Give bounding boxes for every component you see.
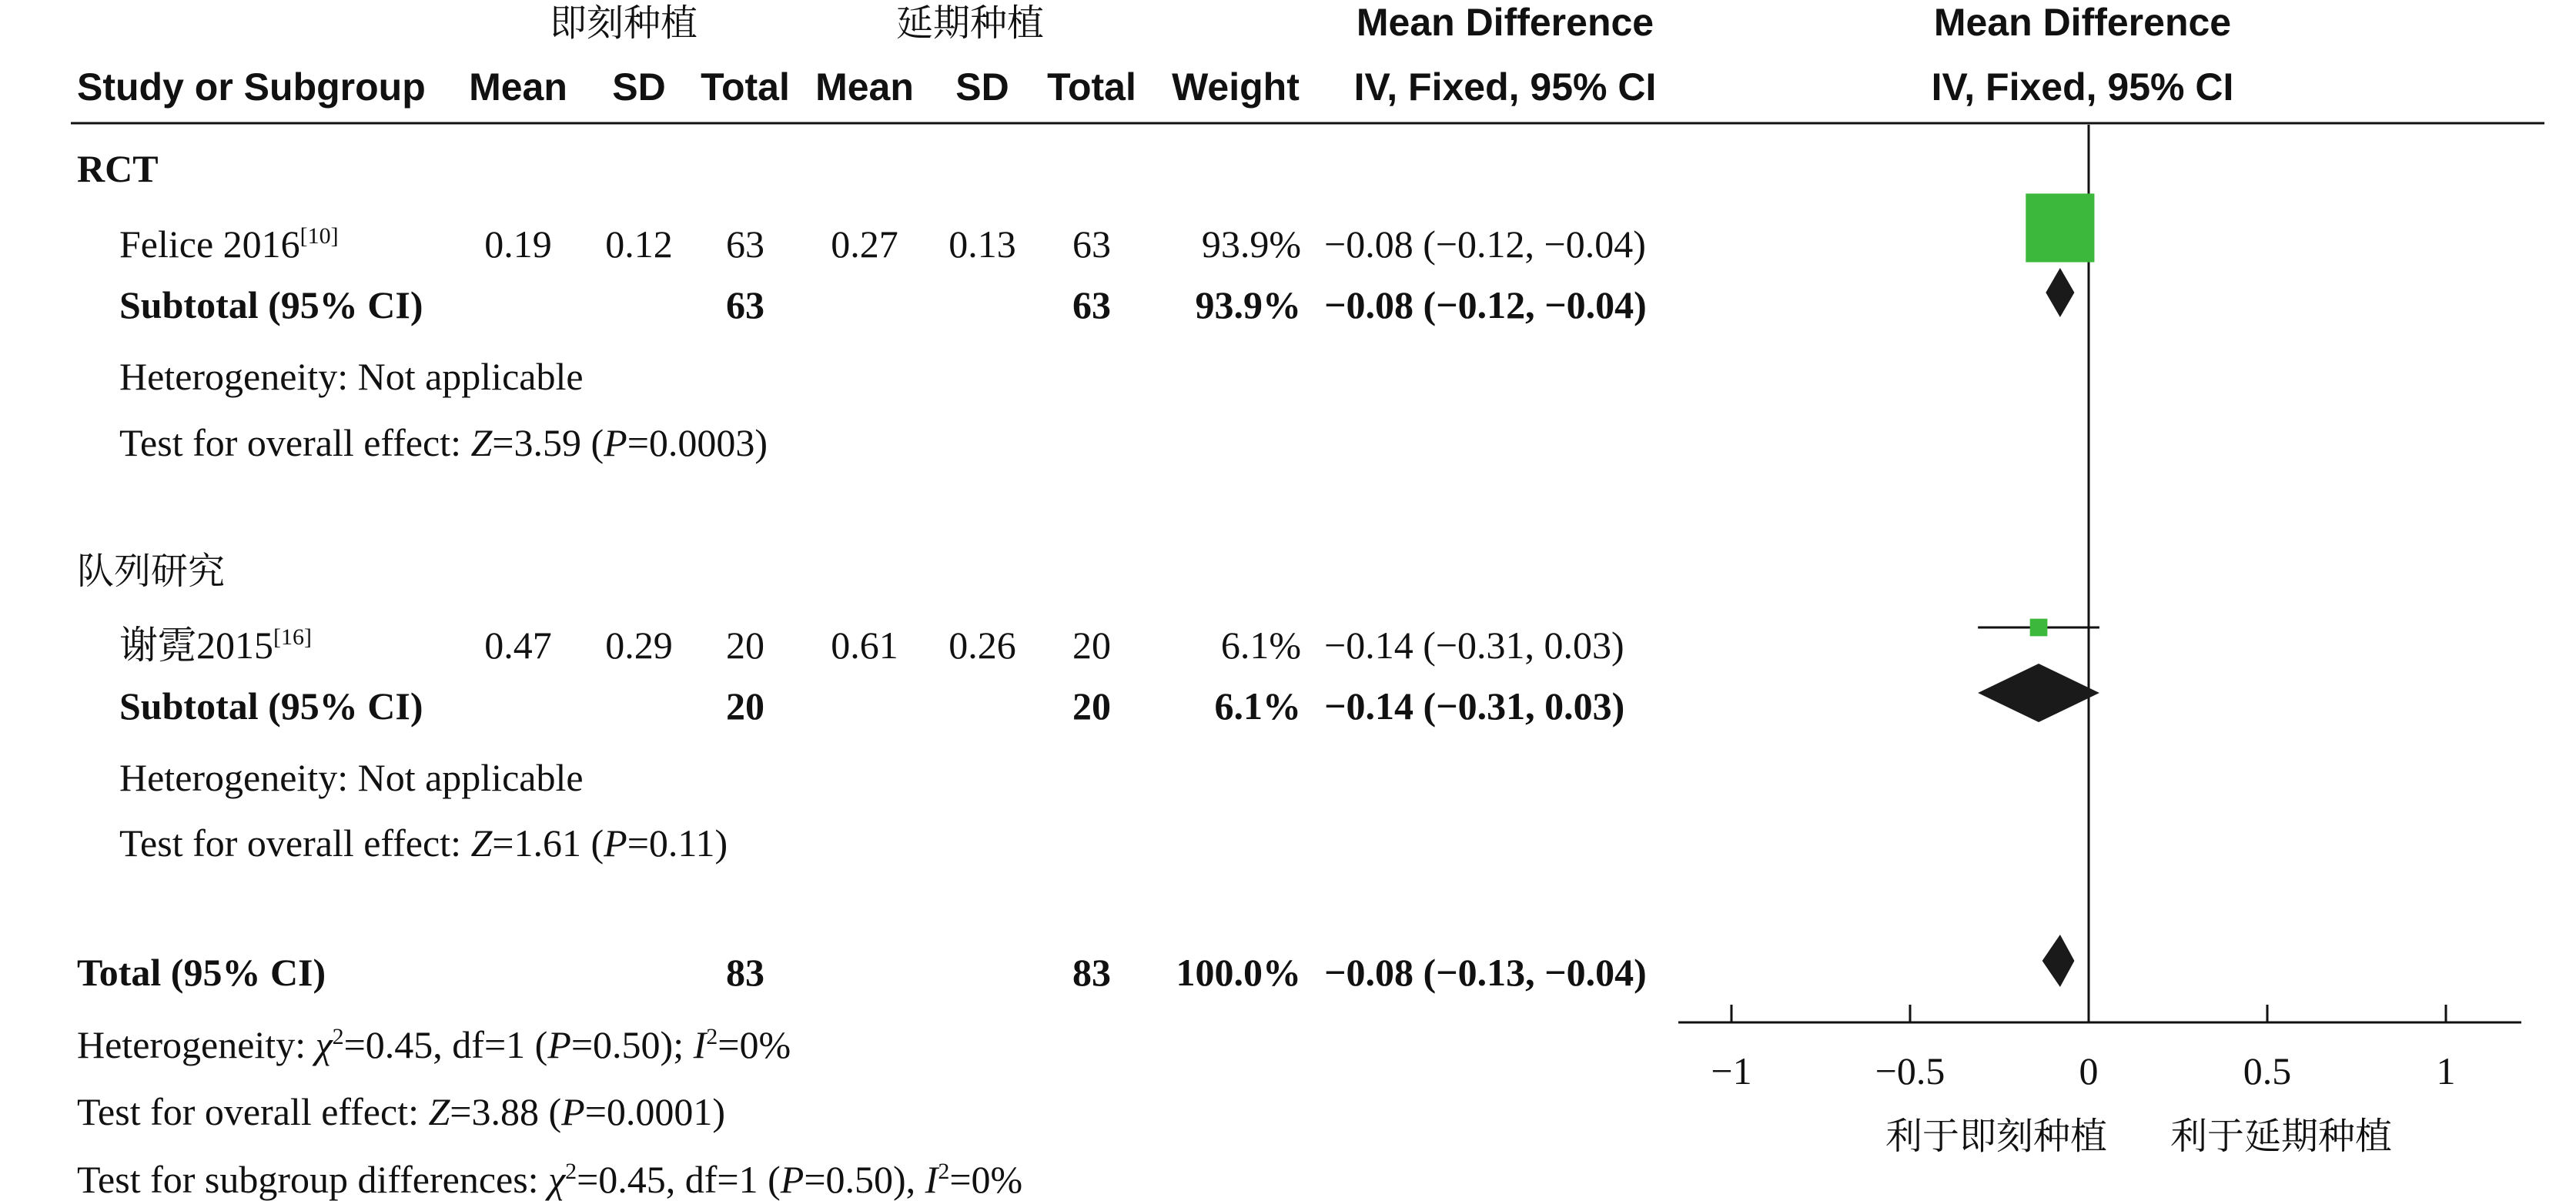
study-total1: 63	[726, 222, 764, 266]
overall-effect-text: Test for overall effect: Z=3.59 (P=0.0003)	[119, 421, 768, 464]
forest-plot-area	[1678, 125, 2521, 1092]
col-weight: Weight	[1172, 65, 1300, 109]
group2-header: 延期种植	[895, 2, 1045, 45]
footer-overall-effect: Test for overall effect: Z=3.88 (P=0.0001)	[77, 1090, 726, 1133]
study-mean2: 0.61	[831, 624, 898, 667]
col-plot-ci: IV, Fixed, 95% CI	[1931, 65, 2234, 109]
study-sd1: 0.29	[605, 624, 673, 667]
study-sd2: 0.13	[948, 222, 1016, 266]
favours-left-label: 利于即刻种植	[1885, 1115, 2108, 1158]
total-ci: −0.08 (−0.13, −0.04)	[1324, 951, 1647, 994]
section-title-rct: RCT	[77, 147, 159, 190]
study-total2: 20	[1072, 624, 1111, 667]
study-total2: 63	[1072, 222, 1111, 266]
study-name	[119, 222, 339, 266]
section-title-cohort: 队列研究	[77, 550, 226, 593]
x-tick-label: 0	[2079, 1049, 2099, 1092]
subtotal-total2: 63	[1072, 283, 1111, 326]
study-ci: −0.08 (−0.12, −0.04)	[1324, 222, 1646, 266]
study-label: Felice 2016	[119, 222, 300, 266]
subtotal-ci: −0.08 (−0.12, −0.04)	[1324, 283, 1647, 326]
study-mean1: 0.47	[484, 624, 552, 667]
footer-heterogeneity: Heterogeneity: $\chi^2=0.45$, df=1 (P=0.50); $I^2=0\%$	[77, 1023, 791, 1066]
group1-header: 即刻种植	[549, 2, 698, 45]
x-tick-label: 0.5	[2243, 1049, 2292, 1092]
x-tick-label: 1	[2436, 1049, 2456, 1092]
subtotal-total1: 63	[726, 283, 764, 326]
x-tick-label: −0.5	[1875, 1049, 1945, 1092]
pooled-diamond	[1978, 664, 2099, 722]
study-sd1: 0.12	[605, 222, 673, 266]
footer-subgroup-differences: Test for subgroup differences: $\chi^2=0.45$, df=1 (P=0.50), $I^2=0\%$	[77, 1158, 1023, 1201]
md-header-2: Mean Difference	[1933, 1, 2232, 44]
study-mean1: 0.19	[484, 222, 552, 266]
total-label: Total (95% CI)	[77, 951, 326, 994]
study-weight-square	[2026, 193, 2094, 262]
md-header-1: Mean Difference	[1356, 1, 1654, 44]
study-weight: 6.1%	[1220, 624, 1301, 667]
subtotal-total2: 20	[1072, 684, 1111, 728]
subtotal-label: Subtotal (95% CI)	[119, 283, 423, 326]
study-name	[119, 624, 312, 667]
total-total1: 83	[726, 951, 764, 994]
col-sd1: SD	[612, 65, 666, 109]
subtotal-label: Subtotal (95% CI)	[119, 684, 423, 728]
study-ci: −0.14 (−0.31, 0.03)	[1324, 624, 1624, 667]
heterogeneity-text: Heterogeneity: Not applicable	[119, 355, 584, 398]
col-mean1: Mean	[469, 65, 567, 109]
study-ref: [16]	[273, 624, 312, 650]
study-mean2: 0.27	[831, 222, 898, 266]
subtotal-weight: 6.1%	[1214, 684, 1301, 728]
study-ref: [10]	[299, 223, 339, 249]
study-label: 谢霓2015	[119, 624, 273, 667]
overall-effect-text: Test for overall effect: Z=1.61 (P=0.11)	[119, 821, 728, 865]
pooled-diamond	[2046, 268, 2074, 317]
x-tick-label: −1	[1711, 1049, 1752, 1092]
total-weight: 100.0%	[1176, 951, 1301, 994]
subtotal-weight: 93.9%	[1195, 283, 1301, 326]
col-mean2: Mean	[815, 65, 914, 109]
subtotal-total1: 20	[726, 684, 764, 728]
study-total1: 20	[726, 624, 764, 667]
subtotal-ci: −0.14 (−0.31, 0.03)	[1324, 684, 1625, 728]
col-total2: Total	[1047, 65, 1136, 109]
study-weight-square	[2030, 619, 2048, 637]
col-study: Study or Subgroup	[77, 65, 426, 109]
study-sd2: 0.26	[948, 624, 1016, 667]
col-sd2: SD	[955, 65, 1009, 109]
total-total2: 83	[1072, 951, 1111, 994]
favours-right-label: 利于延期种植	[2170, 1115, 2393, 1158]
study-weight: 93.9%	[1201, 222, 1301, 266]
heterogeneity-text: Heterogeneity: Not applicable	[119, 756, 584, 799]
col-total1: Total	[701, 65, 790, 109]
pooled-diamond	[2042, 935, 2075, 987]
col-ci: IV, Fixed, 95% CI	[1353, 65, 1657, 109]
